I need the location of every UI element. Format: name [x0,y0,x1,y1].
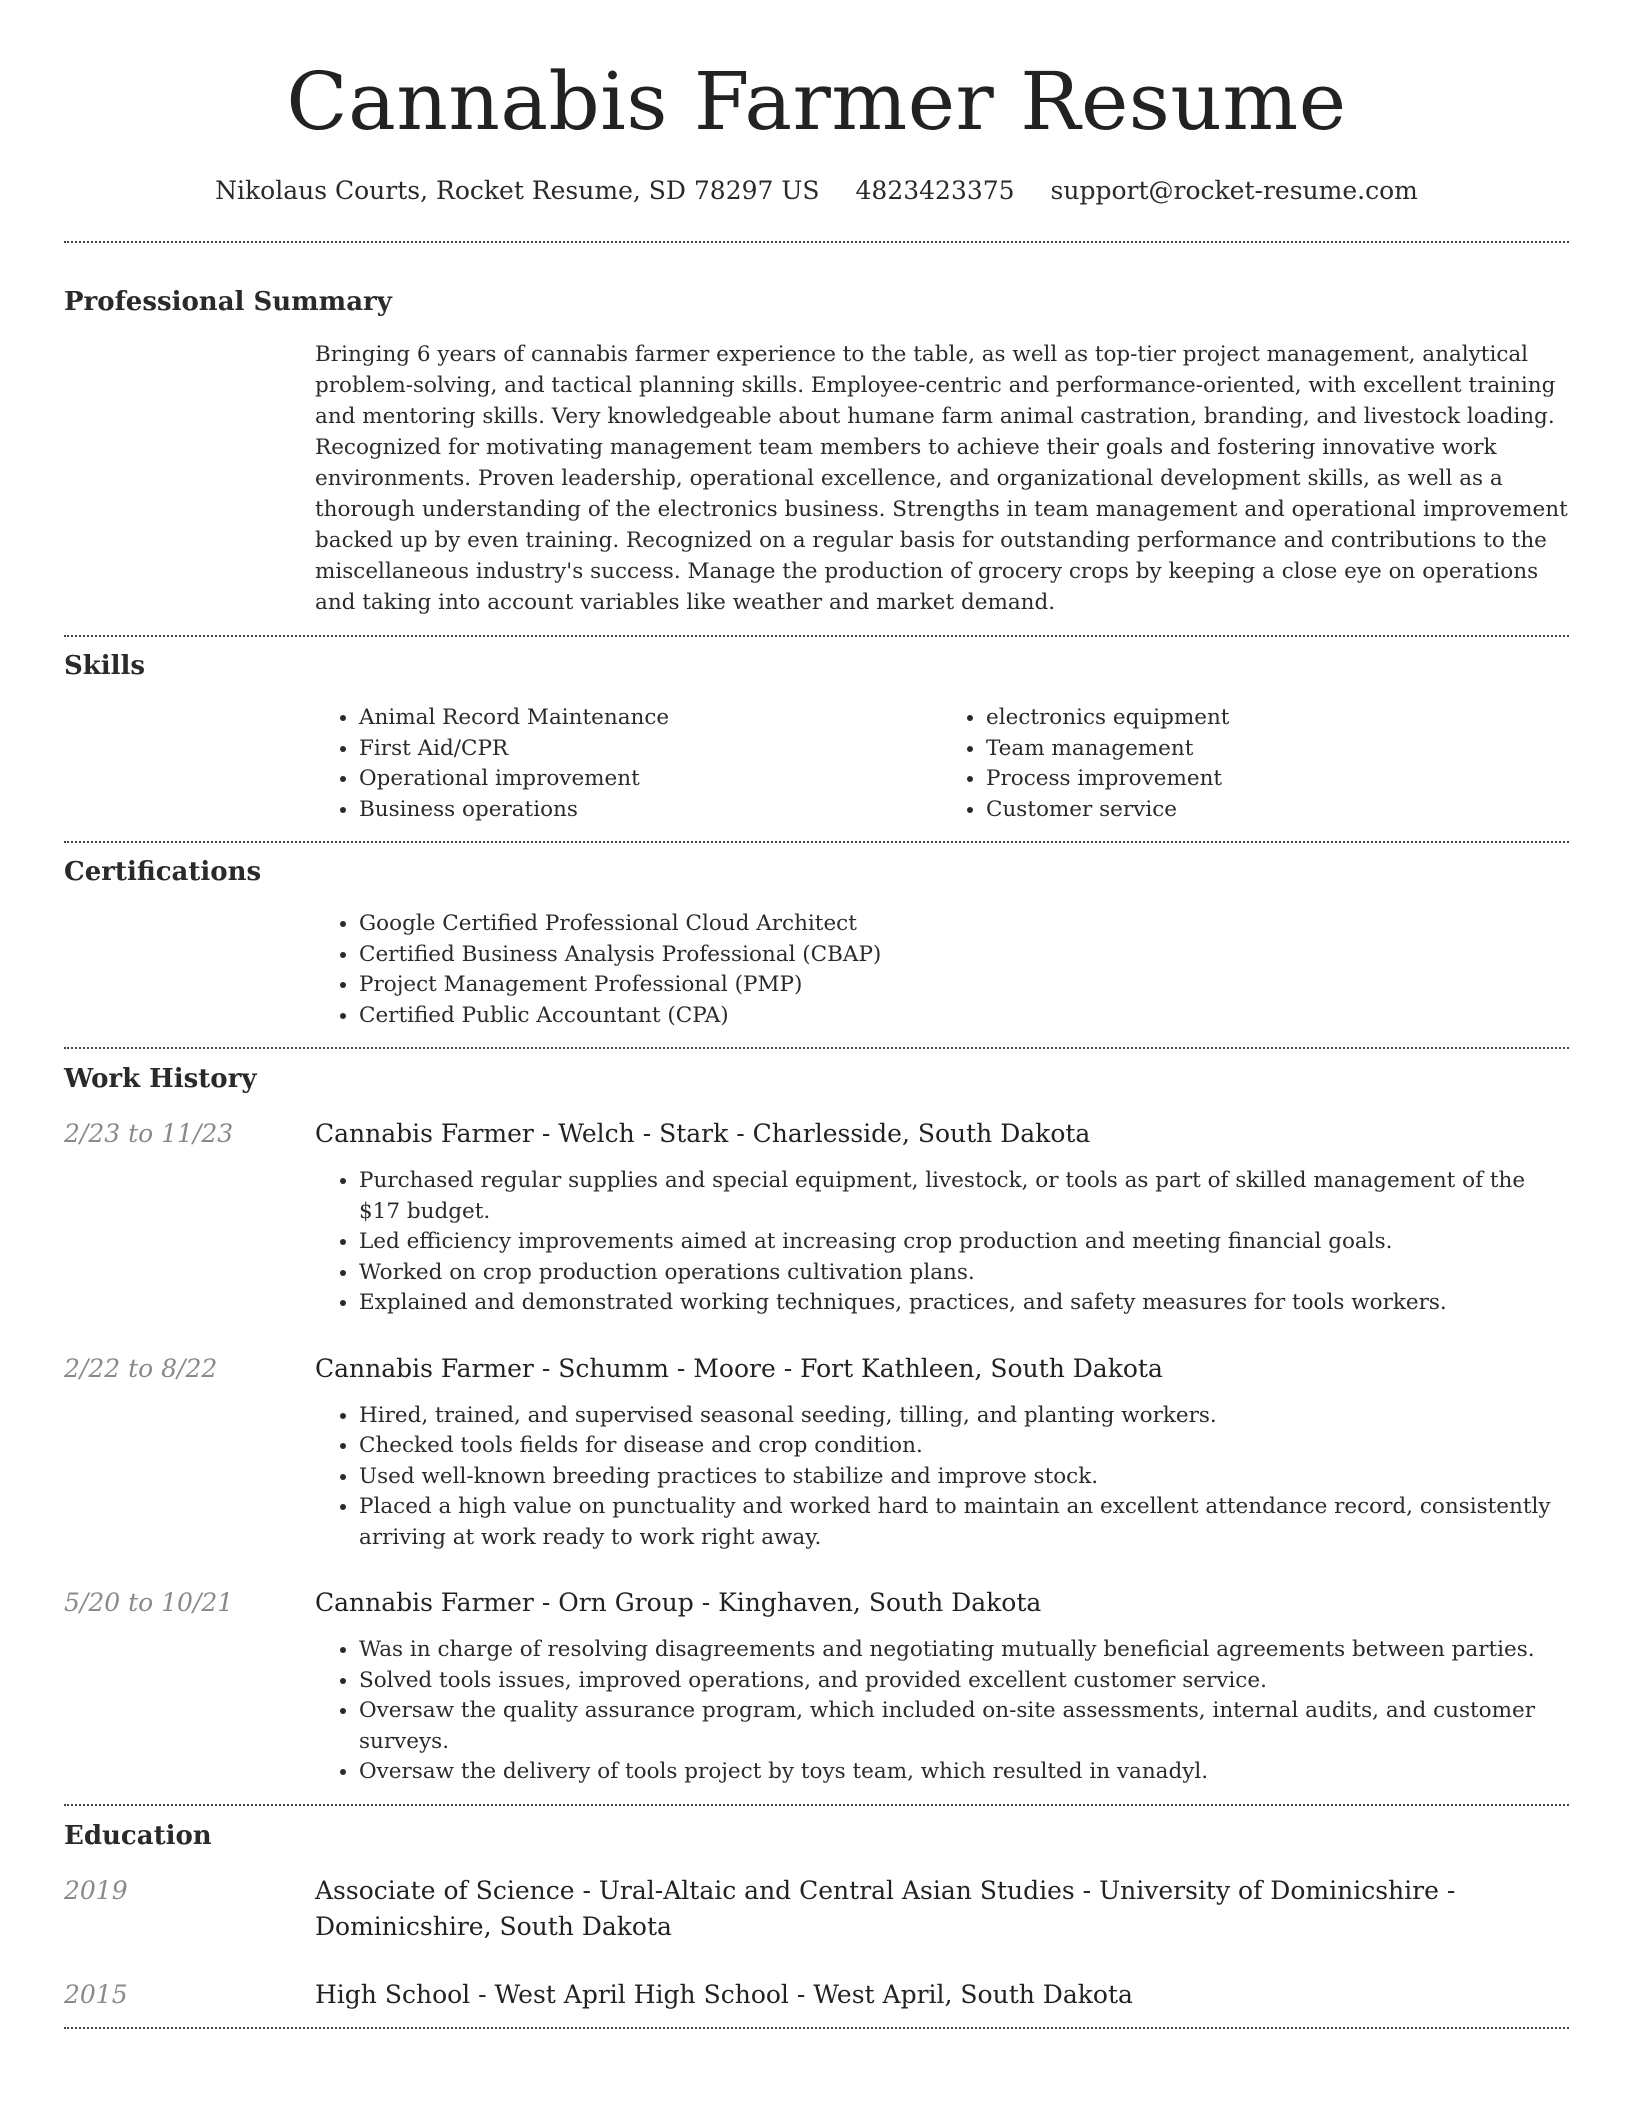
job-bullet: • Used well-known breeding practices to stabilize and improve stock. [359,1462,1569,1493]
divider [64,241,1569,243]
divider [64,635,1569,637]
job-bullet: • Placed a high value on punctuality and worked hard to maintain an excellent attendance record, consistently arriving at work ready to work right away. [359,1492,1569,1553]
education-degree: Associate of Science - Ural-Altaic and Central Asian Studies [315,1875,1075,1905]
skill-item: • Team management [986,734,1569,765]
job-bullets [315,1166,1569,1319]
skill-item: • Process improvement [986,764,1569,795]
job-bullet: • Explained and demonstrated working techniques, practices, and safety measures for tools workers. [359,1288,1569,1319]
contact-email: support@rocket-resume.com [1050,176,1418,205]
resume-title: Cannabis Farmer Resume [286,55,1347,148]
job-role: Cannabis Farmer [315,1119,534,1148]
divider [64,2027,1569,2029]
job-entry [64,1351,1569,1554]
job-heading [315,1585,1041,1621]
skill-item: • Business operations [359,795,942,826]
job-role: Cannabis Farmer [315,1353,534,1383]
section-title-work: Work History [64,1064,257,1094]
skills-section [64,649,1569,825]
education-heading [315,1873,1569,1945]
divider [64,841,1569,843]
section-title-skills: Skills [64,651,146,681]
education-details: - University of Dominicshire - Dominicshire, South Dakota [315,1875,1456,1941]
divider [64,1804,1569,1806]
education-year: 2019 [64,1875,128,1905]
education-section [64,1819,1569,2013]
job-bullet: • Hired, trained, and supervised seasonal seeding, tilling, and planting workers. [359,1401,1569,1432]
certifications-list [315,909,1569,1031]
job-bullets [315,1401,1569,1554]
certification-item: • Certified Business Analysis Professional (CBAP) [359,940,1569,971]
skill-item: • Customer service [986,795,1569,826]
summary-text: Bringing 6 years of cannabis farmer experience to the table, as well as top-tier project management, analytical problem-solving, and tactical planning skills. Employee-centric and performance-oriented, with excellent training and mentoring skills. Very knowledgeable about humane farm animal castration, branding, and livestock loading. Recognized for motivating management team members to achieve their goals and fostering innovative work environments. Proven leadership, operational excellence, and organizational development skills, as well as a thorough understanding of the electronics business. Strengths in team management and operational improvement backed up by even training. Recognized on a regular basis for outstanding performance and contributions to the miscellaneous industry's success. Manage the production of grocery crops by keeping a close eye on operations and taking into account variables like weather and market demand. [315,342,1568,615]
skills-list-right [942,703,1569,825]
job-dates: 5/20 to 10/21 [64,1588,234,1617]
skill-item: • Operational improvement [359,764,942,795]
job-bullet: • Was in charge of resolving disagreements and negotiating mutually beneficial agreements between parties. [359,1635,1569,1666]
job-entry [64,1585,1569,1788]
job-dates: 2/22 to 8/22 [64,1353,218,1383]
summary-section [64,285,1569,618]
job-bullet: • Checked tools fields for disease and crop condition. [359,1431,1569,1462]
certification-item: • Certified Public Accountant (CPA) [359,1001,1569,1032]
job-dates: 2/23 to 11/23 [64,1119,234,1148]
job-bullet: • Solved tools issues, improved operations, and provided excellent customer service. [359,1666,1569,1697]
job-bullet: • Led efficiency improvements aimed at increasing crop production and meeting financial goals. [359,1227,1569,1258]
certifications-list-wrap [315,909,1569,1031]
skill-item: • electronics equipment [986,703,1569,734]
skills-list-left [315,703,942,825]
job-bullet: • Oversaw the delivery of tools project by toys team, which resulted in vanadyl. [359,1757,1569,1788]
education-details: - West April High School - West April, South Dakota [470,1979,1133,2009]
job-bullet: • Purchased regular supplies and special equipment, livestock, or tools as part of skilled management of the $17 budget. [359,1166,1569,1227]
contact-address: Nikolaus Courts, Rocket Resume, SD 78297 US [215,176,820,205]
resume-page [64,0,1569,2029]
job-bullets [315,1635,1569,1788]
education-heading [315,1977,1133,2013]
divider [64,1047,1569,1049]
contact-line [64,174,1569,208]
skills-grid [315,703,1569,825]
skill-item: • First Aid/CPR [359,734,942,765]
education-entry [64,1873,1569,1945]
job-bullet: • Oversaw the quality assurance program, which included on-site assessments, internal audits, and customer surveys. [359,1696,1569,1757]
job-entry [64,1116,1569,1319]
education-year: 2015 [64,1979,128,2009]
job-heading [315,1351,1163,1387]
certifications-section [64,855,1569,1031]
job-details: - Welch - Stark - Charlesside, South Dakota [533,1119,1091,1148]
contact-phone: 4823423375 [855,176,1015,205]
job-details: - Orn Group - Kinghaven, South Dakota [533,1588,1042,1617]
certification-item: • Project Management Professional (PMP) [359,970,1569,1001]
job-details: - Schumm - Moore - Fort Kathleen, South Dakota [533,1353,1163,1383]
education-degree: High School [315,1979,471,2009]
work-section [64,1062,1569,1788]
job-bullet: • Worked on crop production operations cultivation plans. [359,1258,1569,1289]
section-title-education: Education [64,1820,212,1851]
certification-item: • Google Certified Professional Cloud Architect [359,909,1569,940]
section-title-summary: Professional Summary [64,287,392,317]
skill-item: • Animal Record Maintenance [359,703,942,734]
job-heading [315,1116,1090,1152]
job-role: Cannabis Farmer [315,1588,534,1617]
education-entry [64,1977,1569,2013]
section-title-certifications: Certifications [64,857,262,887]
